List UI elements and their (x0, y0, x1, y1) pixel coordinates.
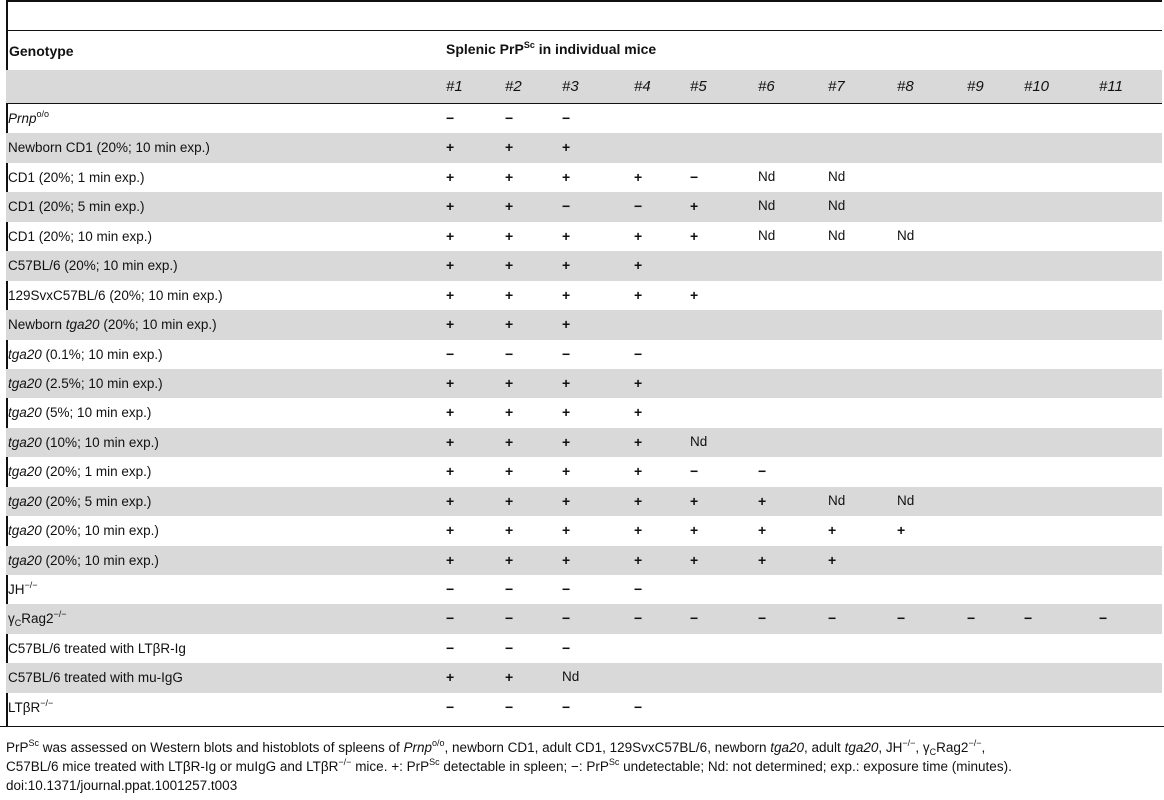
result-cell: + (446, 404, 455, 421)
table-row (6, 163, 1162, 192)
footnote-text-part: C57BL/6 mice treated with LTβR-Ig or muIgG and LTβR (6, 759, 339, 774)
result-cell: + (634, 257, 643, 274)
table-row (6, 104, 1162, 133)
table-row (6, 516, 1162, 545)
genotype-label (8, 405, 151, 420)
result-cell: + (446, 551, 455, 568)
genotype-label-part: Rag2 (21, 611, 54, 627)
genotype-label-part: (10%; 10 min exp.) (41, 434, 159, 450)
genotype-label-part: (5%; 10 min exp.) (41, 405, 152, 421)
result-cell: + (505, 139, 514, 156)
genotype-label-part: −/− (24, 580, 38, 590)
result-cell: Nd (690, 433, 708, 449)
result-cell: + (634, 433, 643, 450)
genotype-label-part: tga20 (8, 375, 42, 391)
genotype-label-part: C (14, 618, 22, 629)
column-header-mouse-9: #9 (967, 78, 984, 95)
result-cell: − (690, 463, 699, 480)
result-cell: + (690, 551, 699, 568)
result-cell: − (446, 610, 455, 627)
result-cell: + (562, 139, 571, 156)
result-cell: − (505, 698, 514, 715)
genotype-label (8, 140, 210, 155)
result-cell: Nd (758, 227, 776, 243)
result-cell: − (505, 610, 514, 627)
result-cell: − (1024, 610, 1033, 627)
column-header-mouse-11: #11 (1099, 78, 1123, 95)
footnote-line-1 (6, 738, 1162, 757)
result-cell: + (690, 227, 699, 244)
genotype-label (8, 258, 178, 273)
result-cell: + (897, 522, 906, 539)
result-cell: + (634, 463, 643, 480)
result-cell: − (634, 345, 643, 362)
result-cell: − (634, 581, 643, 597)
column-header-mouse-2: #2 (505, 78, 522, 95)
genotype-label (8, 582, 38, 597)
genotype-label-part: (20%; 10 min exp.) (41, 552, 159, 568)
result-cell: Nd (828, 227, 846, 243)
result-cell: − (562, 610, 571, 627)
result-cell: + (634, 492, 643, 509)
result-cell: − (967, 610, 976, 627)
result-cell: + (634, 551, 643, 568)
result-cell: + (562, 374, 571, 391)
result-cell: + (562, 433, 571, 450)
result-cell: + (690, 286, 699, 303)
table-frame (6, 0, 1162, 726)
result-cell: + (505, 168, 514, 185)
result-cell: − (446, 698, 455, 715)
footnote-text-part: −/− (968, 738, 982, 748)
footnote-text-part: PrP (6, 740, 29, 755)
result-cell: − (690, 610, 699, 627)
result-cell: − (446, 639, 455, 656)
table-row (6, 663, 1162, 692)
table-row (6, 369, 1162, 398)
genotype-label-part: C57BL/6 treated with LTβR-Ig (8, 640, 186, 656)
genotype-label-part: (2.5%; 10 min exp.) (41, 375, 163, 391)
footnote-text-part: o/o (432, 738, 445, 748)
result-cell: + (505, 492, 514, 509)
table-row (6, 428, 1162, 457)
genotype-label-part: tga20 (8, 493, 42, 509)
genotype-label-part: (20%; 1 min exp.) (41, 464, 152, 480)
result-cell: + (505, 198, 514, 215)
footnote-text-part: , newborn CD1, adult CD1, 129SvxC57BL/6, newborn (444, 740, 771, 755)
result-cell: + (562, 404, 571, 421)
result-cell: + (634, 404, 643, 421)
genotype-label-part: CD1 (20%; 5 min exp.) (8, 199, 145, 215)
header-row-1 (6, 31, 1162, 70)
result-cell: − (446, 345, 455, 362)
genotype-label (8, 288, 223, 303)
genotype-label (8, 111, 49, 126)
genotype-label (8, 376, 163, 391)
result-cell: + (562, 286, 571, 303)
result-cell: − (562, 345, 571, 362)
result-cell: + (505, 257, 514, 274)
table-row (6, 398, 1162, 427)
result-cell: − (634, 698, 643, 715)
genotype-label-part: CD1 (20%; 10 min exp.) (8, 228, 153, 244)
footnote-text-part: tga20 (770, 740, 805, 755)
result-cell: − (562, 698, 571, 715)
genotype-label-part: tga20 (8, 523, 42, 539)
result-cell: + (828, 522, 837, 539)
genotype-label (8, 317, 217, 332)
result-cell: + (446, 257, 455, 274)
genotype-label-part: (0.1%; 10 min exp.) (41, 346, 163, 362)
result-cell: + (446, 139, 455, 156)
result-cell: + (446, 168, 455, 185)
footnote-text-part: −/− (902, 738, 916, 748)
genotype-label (8, 229, 152, 244)
genotype-label-part: (20%; 10 min exp.) (41, 523, 159, 539)
genotype-label-part: tga20 (65, 317, 100, 333)
footnote-text-part: , JH (878, 740, 903, 755)
table-row (6, 251, 1162, 280)
result-cell: + (505, 669, 514, 686)
result-cell: + (505, 227, 514, 244)
result-cell: − (634, 610, 643, 627)
column-header-mouse-3: #3 (562, 78, 579, 95)
footnote-line-2 (6, 757, 1162, 776)
result-cell: + (446, 374, 455, 391)
result-cell: − (1099, 610, 1108, 627)
genotype-label-part: (20%; 5 min exp.) (41, 493, 152, 509)
result-cell: − (446, 110, 455, 126)
result-cell: + (828, 551, 837, 568)
genotype-label-part: −/− (53, 609, 67, 620)
result-cell: + (758, 522, 767, 539)
footnote-doi: doi:10.1371/journal.ppat.1001257.t003 (6, 778, 238, 793)
result-cell: + (690, 198, 699, 215)
genotype-label (8, 199, 145, 214)
result-cell: + (505, 316, 514, 333)
result-cell: + (446, 286, 455, 303)
result-cell: − (446, 581, 455, 597)
result-cell: Nd (897, 227, 915, 243)
result-cell: + (634, 168, 643, 185)
result-cell: − (562, 639, 571, 656)
result-cell: + (446, 492, 455, 509)
genotype-label-part: −/− (40, 697, 54, 708)
genotype-label-part: Newborn (8, 317, 66, 333)
table-row (6, 457, 1162, 486)
result-cell: + (562, 227, 571, 244)
column-header-mouse-8: #8 (897, 78, 914, 95)
footnote-text-part: was assessed on Western blots and histoblots of spleens of (39, 740, 404, 755)
genotype-label (8, 523, 159, 538)
result-cell: + (758, 492, 767, 509)
footnote-text-part: detectable in spleen; −: PrP (439, 759, 609, 774)
column-header-mouse-10: #10 (1024, 78, 1050, 95)
splenic-header: Splenic PrP$^{Sc}$ in individual mice (446, 40, 657, 57)
result-cell: + (758, 551, 767, 568)
result-cell: − (562, 110, 571, 126)
genotype-label-part: Prnp (8, 111, 37, 126)
column-header-mouse-6: #6 (758, 78, 775, 95)
result-cell: + (446, 522, 455, 539)
genotype-label-part: o/o (36, 109, 50, 119)
footnote-text-part: Prnp (403, 740, 433, 755)
result-cell: + (562, 492, 571, 509)
footnote-text-part: Sc (608, 757, 620, 767)
table-row (6, 546, 1162, 575)
result-cell: − (758, 463, 767, 480)
result-cell: − (562, 581, 571, 597)
result-cell: + (446, 198, 455, 215)
table-row (6, 281, 1162, 310)
result-cell: − (562, 198, 571, 215)
table-footnote (6, 738, 1162, 795)
result-cell: + (446, 433, 455, 450)
genotype-label-part: tga20 (8, 464, 42, 480)
footnote-text-part: Rag2 (936, 740, 969, 755)
result-cell: + (505, 463, 514, 480)
genotype-label (8, 494, 151, 509)
result-cell: + (634, 522, 643, 539)
result-cell: Nd (758, 198, 776, 214)
result-cell: − (828, 610, 837, 627)
result-cell: + (562, 463, 571, 480)
result-cell: + (446, 316, 455, 333)
genotype-label-part: tga20 (8, 434, 42, 450)
footnote-text-part: tga20 (844, 740, 879, 755)
table-row (6, 222, 1162, 251)
result-cell: + (634, 374, 643, 391)
genotype-label-part: γ (8, 611, 15, 627)
result-cell: − (505, 110, 514, 126)
genotype-label-part: 129SvxC57BL/6 (20%; 10 min exp.) (8, 287, 223, 303)
genotype-label-part: C57BL/6 treated with mu-IgG (8, 670, 183, 686)
footnote-text-part: undetectable; Nd: not determined; exp.: exposure time (minutes). (619, 759, 1012, 774)
footnote-text-part: Sc (28, 738, 40, 748)
header-row-mouse-ids (6, 70, 1162, 103)
column-header-mouse-5: #5 (690, 78, 707, 95)
result-cell: − (634, 198, 643, 215)
result-cell: Nd (758, 168, 776, 184)
genotype-label-part: Newborn CD1 (20%; 10 min exp.) (8, 140, 210, 156)
genotype-label (8, 641, 186, 656)
table-row (6, 133, 1162, 162)
footnote-text-part: , γ (915, 740, 930, 755)
result-cell: + (634, 286, 643, 303)
genotype-label-part: C57BL/6 (20%; 10 min exp.) (8, 258, 178, 274)
table-body (6, 104, 1162, 722)
table-row (6, 575, 1162, 604)
result-cell: + (446, 669, 455, 686)
footnote-text-part: mice. +: PrP (351, 759, 430, 774)
genotype-label (8, 697, 54, 715)
result-cell: + (446, 463, 455, 480)
table-row (6, 192, 1162, 221)
column-header-mouse-1: #1 (446, 78, 463, 95)
table-row (6, 604, 1162, 633)
table-row (6, 693, 1162, 722)
table-row (6, 340, 1162, 369)
result-cell: − (505, 581, 514, 597)
result-cell: + (562, 257, 571, 274)
result-cell: − (897, 610, 906, 627)
table-row (6, 487, 1162, 516)
footnote-text-part: C (929, 747, 937, 757)
footnote-text-part: Sc (429, 757, 440, 767)
genotype-label-part: CD1 (20%; 1 min exp.) (8, 169, 145, 185)
result-cell: + (690, 522, 699, 539)
footnote-text-part: , adult (804, 740, 845, 755)
result-cell: + (562, 168, 571, 185)
result-cell: Nd (562, 669, 580, 685)
genotype-label (8, 553, 159, 568)
genotype-label (8, 170, 145, 185)
column-header-mouse-4: #4 (634, 78, 651, 95)
genotype-label-part: LTβR (8, 699, 41, 715)
result-cell: + (505, 286, 514, 303)
genotype-label-part: tga20 (8, 552, 42, 568)
genotype-label-part: tga20 (8, 346, 42, 362)
result-cell: Nd (828, 168, 846, 184)
top-border (6, 0, 1162, 2)
result-cell: − (505, 639, 514, 656)
result-cell: + (505, 522, 514, 539)
genotype-label (8, 464, 151, 479)
genotype-label (8, 347, 163, 362)
genotype-label-part: JH (8, 582, 25, 597)
result-cell: + (634, 227, 643, 244)
result-cell: + (505, 551, 514, 568)
result-cell: + (505, 404, 514, 421)
genotype-header: Genotype (9, 43, 74, 59)
table-bottom-rule (0, 726, 1164, 727)
result-cell: + (562, 522, 571, 539)
footnote-text-part: −/− (338, 757, 352, 767)
genotype-label (8, 435, 159, 450)
table-row (6, 634, 1162, 663)
column-header-mouse-7: #7 (828, 78, 845, 95)
result-cell: + (562, 316, 571, 333)
genotype-label-part: tga20 (8, 405, 42, 421)
result-cell: Nd (828, 492, 846, 508)
result-cell: − (690, 168, 699, 185)
result-cell: Nd (828, 198, 846, 214)
result-cell: + (446, 227, 455, 244)
result-cell: − (505, 345, 514, 362)
result-cell: + (505, 433, 514, 450)
genotype-label-part: (20%; 10 min exp.) (99, 317, 217, 333)
result-cell: − (758, 610, 767, 627)
table-row (6, 310, 1162, 339)
result-cell: + (562, 551, 571, 568)
result-cell: Nd (897, 492, 915, 508)
result-cell: + (505, 374, 514, 391)
footnote-text-part: , (981, 740, 986, 755)
result-cell: + (690, 492, 699, 509)
genotype-label (8, 609, 67, 629)
genotype-label (8, 670, 183, 685)
